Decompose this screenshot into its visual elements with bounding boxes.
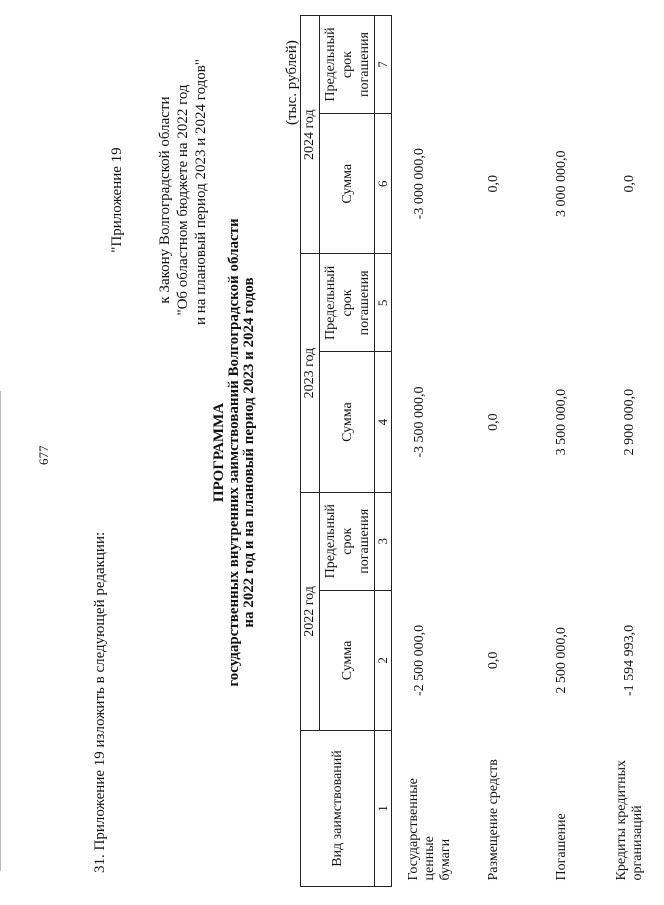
row-name: Размещение средств bbox=[486, 759, 501, 881]
program-line-2: на 2022 год и на плановый период 2023 и 2024 годов bbox=[241, 277, 257, 628]
header-sum-2024: Сумма bbox=[320, 114, 375, 254]
header-year-2023: 2023 год bbox=[301, 254, 320, 492]
header-year-2022: 2022 год bbox=[301, 492, 320, 730]
header-term-2024: Предельный срок погашения bbox=[320, 16, 375, 114]
column-number: 3 bbox=[375, 492, 392, 590]
row-name: Кредиты кредитных организаций bbox=[614, 760, 645, 881]
header-term-2022: Предельный срок погашения bbox=[320, 492, 375, 590]
appendix-title: "Приложение 19 bbox=[109, 147, 125, 253]
header-year-2024: 2024 год bbox=[301, 16, 320, 254]
column-number: 4 bbox=[375, 352, 392, 492]
term-2022 bbox=[460, 492, 528, 590]
term-2024 bbox=[460, 16, 528, 114]
term-2024 bbox=[596, 16, 664, 114]
column-number: 7 bbox=[375, 16, 392, 114]
term-2022 bbox=[392, 492, 461, 590]
amount-2023: 0,0 bbox=[486, 413, 501, 431]
page-edge-line bbox=[0, 391, 1, 871]
appendix-line-2: "Об областном бюджете на 2022 год bbox=[175, 84, 191, 316]
term-2022 bbox=[596, 492, 664, 590]
column-number: 1 bbox=[375, 731, 392, 887]
amount-2023: 3 500 000,0 bbox=[554, 388, 569, 456]
amount-2022: -1 594 993,0 bbox=[622, 624, 637, 696]
header-borrowing-type: Вид заимствований bbox=[301, 731, 375, 887]
appendix-header bbox=[108, 59, 210, 325]
table-row bbox=[596, 16, 664, 887]
column-number: 2 bbox=[375, 590, 392, 730]
amount-2022: 0,0 bbox=[486, 651, 501, 670]
header-sum-2023: Сумма bbox=[320, 352, 375, 492]
term-2023 bbox=[528, 254, 596, 352]
column-number: 6 bbox=[375, 114, 392, 254]
borrowing-table bbox=[300, 15, 664, 887]
amount-2023: 2 900 000,0 bbox=[622, 388, 637, 456]
header-sum-2022: Сумма bbox=[320, 590, 375, 730]
amount-2022: 2 500 000,0 bbox=[554, 627, 569, 694]
amount-2022: -2 500 000,0 bbox=[412, 624, 427, 696]
amount-2023: -3 500 000,0 bbox=[412, 386, 427, 458]
program-title bbox=[212, 0, 257, 905]
header-term-2023: Предельный срок погашения bbox=[320, 254, 375, 352]
row-name: Государственные ценные бумаги bbox=[406, 778, 453, 881]
appendix-line-1: к Закону Волгоградской области bbox=[157, 96, 173, 304]
amount-2024: -3 000 000,0 bbox=[412, 148, 427, 220]
table-row bbox=[460, 16, 528, 887]
amount-2024: 0,0 bbox=[622, 175, 637, 193]
table-row bbox=[392, 16, 461, 887]
amount-2024: 0,0 bbox=[486, 175, 501, 193]
term-2024 bbox=[528, 16, 596, 114]
units-label: (тыс. рублей) bbox=[284, 40, 300, 125]
term-2023 bbox=[392, 254, 461, 352]
program-line-1: государственных внутренних заимствований Волгоградской области bbox=[226, 218, 242, 687]
table-row bbox=[528, 16, 596, 887]
column-number: 5 bbox=[375, 254, 392, 352]
program-heading: ПРОГРАММА bbox=[211, 402, 227, 503]
row-name: Погашение bbox=[554, 813, 569, 881]
term-2023 bbox=[596, 254, 664, 352]
amount-2024: 3 000 000,0 bbox=[554, 150, 569, 218]
term-2022 bbox=[528, 492, 596, 590]
term-2023 bbox=[460, 254, 528, 352]
appendix-line-3: и на плановый период 2023 и 2024 годов" bbox=[193, 59, 209, 325]
term-2024 bbox=[392, 16, 461, 114]
page-number: 677 bbox=[36, 445, 51, 465]
amendment-text: 31. Приложение 19 изложить в следующей редакции: bbox=[92, 531, 108, 873]
